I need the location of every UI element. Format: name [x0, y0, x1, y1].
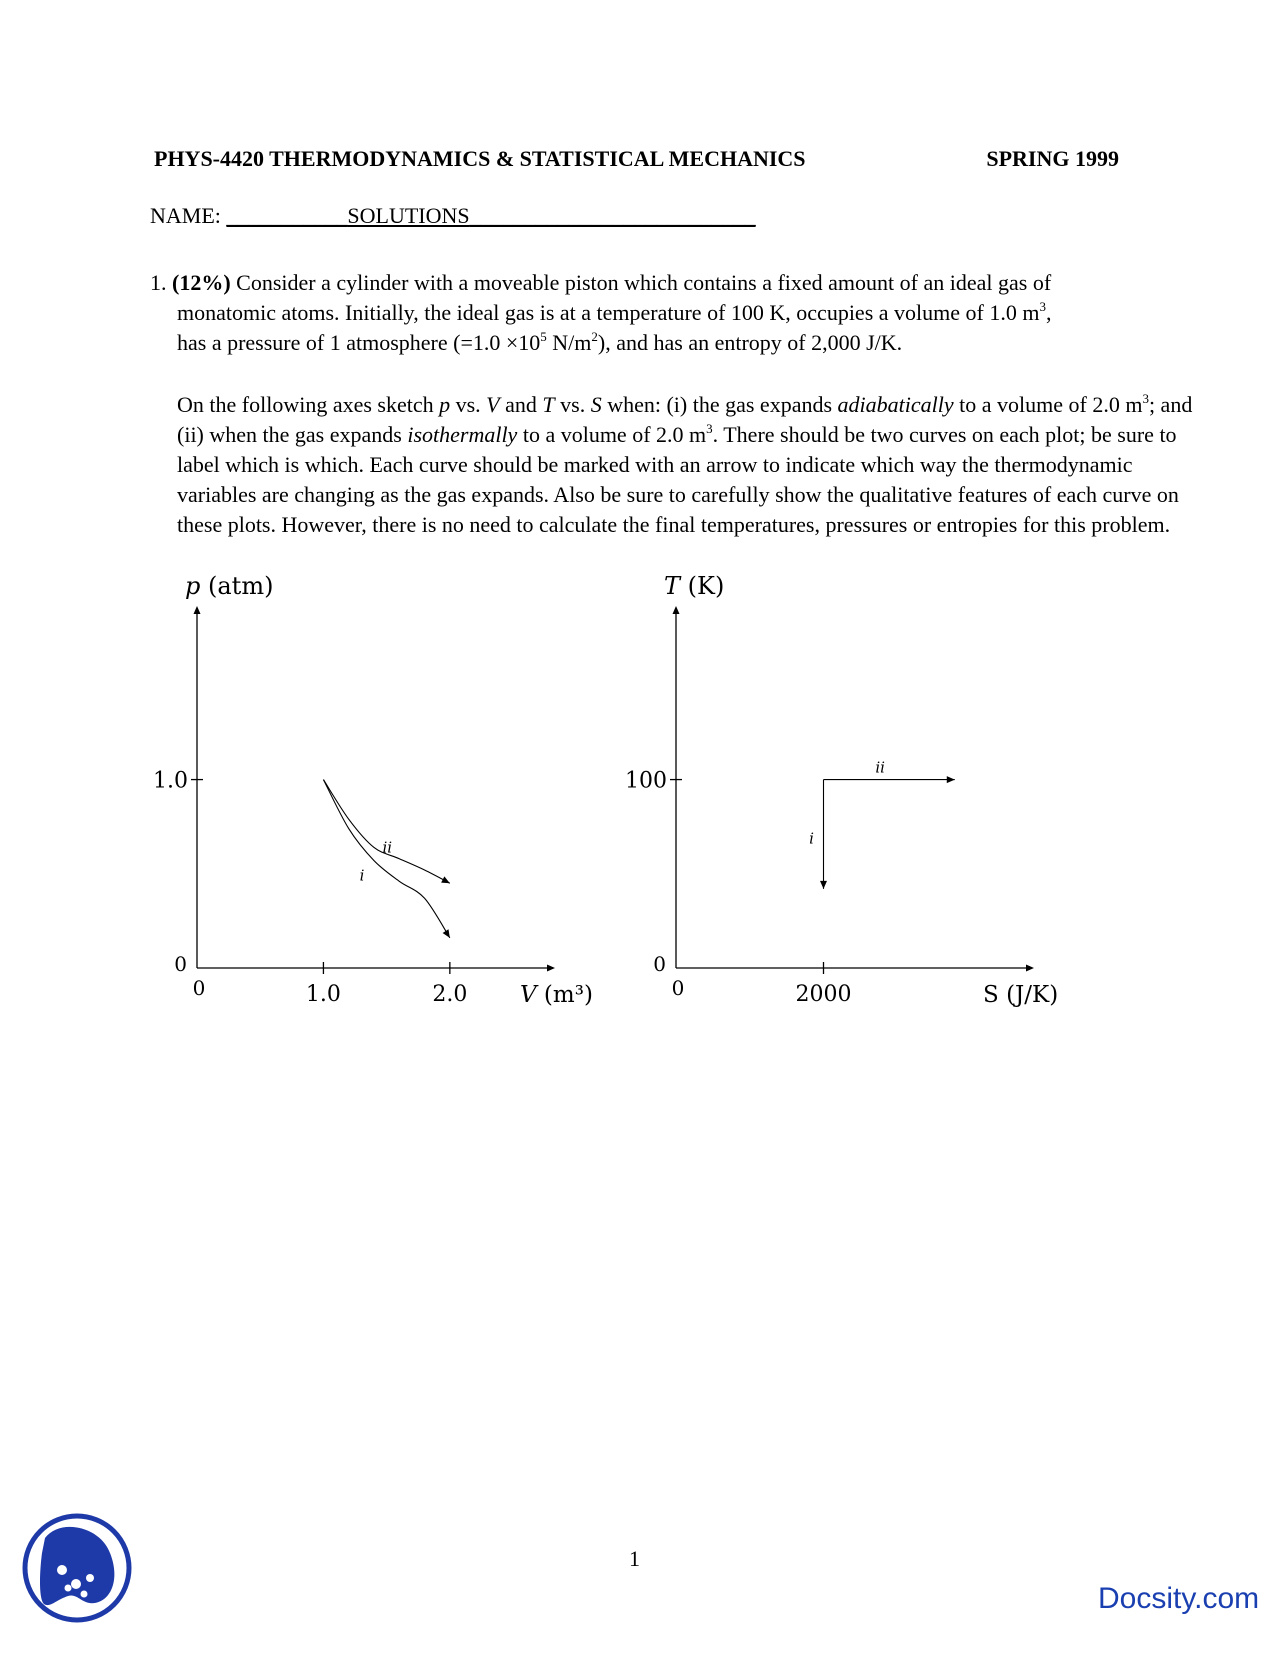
superscript: 5	[540, 329, 547, 344]
instr-text: to a volume of 2.0 m	[953, 392, 1143, 417]
question-1-line1	[150, 268, 1190, 298]
y-axis-unit: (K)	[680, 572, 725, 600]
term-label: SPRING 1999	[986, 146, 1119, 171]
y-origin-label: 0	[174, 952, 187, 976]
series-arrow-i	[443, 929, 450, 938]
instr-text: when: (i) the gas expands	[601, 392, 838, 417]
ts-plot	[625, 572, 1140, 1070]
series-label-i: i	[359, 866, 365, 885]
x-axis-label	[520, 982, 593, 1008]
instr-text: ; and (ii) when the gas expands	[177, 392, 1193, 447]
x-axis-unit: (m³)	[536, 982, 593, 1008]
x-axis-label: S (J/K)	[983, 982, 1059, 1008]
page-number: 1	[629, 1546, 640, 1571]
name-blank-after: __________________________	[469, 203, 756, 228]
name-label: NAME:	[150, 203, 221, 228]
instr-var-t: T	[542, 392, 555, 417]
series-arrow-ii	[947, 776, 955, 783]
course-title: PHYS-4420 THERMODYNAMICS & STATISTICAL MECHANICS	[154, 146, 806, 171]
x-tick-label: 2.0	[432, 982, 468, 1007]
y-tick-label: 100	[625, 768, 667, 794]
y-origin-label: 0	[653, 952, 666, 976]
docsity-logo-icon	[20, 1508, 134, 1628]
name-blank-before: ___________	[226, 203, 348, 228]
question-text-line1: Consider a cylinder with a moveable piston which contains a fixed amount of an ideal gas of	[236, 270, 1052, 295]
instr-text: On the following axes sketch	[177, 392, 440, 417]
question-text-line3a: has a pressure of 1 atmosphere (=1.0 ×10	[177, 330, 541, 355]
y-axis-variable: T	[664, 572, 681, 600]
name-field	[150, 203, 756, 229]
question-text-line3c: ), and has an entropy of 2,000 J/K.	[597, 330, 903, 355]
instr-text: . There should be two curves on each plot; be sure to label which is which. Each curve should be marked with an arrow to indicate which way the thermodynamic variables are changing as the gas expands. Also be sure to carefully show the qualitative features of each curve on these plots. However, there is no need to calculate the final temperatures, pressures or entropies for this problem.	[177, 422, 1179, 537]
x-origin-label: 0	[192, 976, 206, 1000]
punctuation: ,	[1045, 300, 1052, 325]
y-axis-label	[185, 572, 273, 600]
question-1-line3	[150, 328, 1190, 358]
instr-text: to a volume of 2.0 m	[517, 422, 707, 447]
question-text-line3b: N/m	[546, 330, 592, 355]
pv-plot	[140, 572, 660, 1070]
y-axis-unit: (atm)	[200, 572, 274, 600]
series-label-ii: ii	[875, 758, 885, 777]
x-axis-arrow	[547, 965, 555, 972]
docsity-watermark: Docsity.com	[1098, 1582, 1260, 1615]
series-label-ii: ii	[382, 838, 393, 857]
superscript: 3	[1039, 299, 1046, 314]
x-tick-label: 2000	[795, 982, 852, 1007]
series-label-i: i	[809, 829, 814, 848]
question-1-line2	[150, 298, 1190, 328]
y-axis-label	[664, 572, 724, 600]
x-axis-arrow	[1026, 965, 1034, 972]
question-1-intro	[150, 268, 1190, 358]
question-number: 1.	[150, 270, 167, 295]
series-arrow-i	[820, 881, 827, 889]
x-tick-label: 1.0	[305, 982, 341, 1007]
x-origin-label: 0	[671, 976, 685, 1000]
series-line-i	[323, 780, 449, 938]
instr-var-p: p	[439, 392, 451, 417]
instr-text: vs.	[450, 392, 487, 417]
y-axis-arrow	[194, 606, 201, 614]
superscript: 2	[591, 329, 598, 344]
superscript: 3	[706, 421, 713, 436]
y-axis-variable: p	[185, 572, 201, 600]
instr-text: vs.	[554, 392, 591, 417]
question-1-instructions	[177, 390, 1197, 540]
name-value: SOLUTIONS	[347, 203, 470, 228]
instr-var-s: S	[590, 392, 602, 417]
series-line-ii	[323, 780, 449, 884]
x-axis-variable: V	[520, 982, 537, 1008]
question-text-line2: monatomic atoms. Initially, the ideal gas is at a temperature of 100 K, occupies a volume of 1.0 m	[177, 300, 1040, 325]
y-axis-arrow	[673, 606, 680, 614]
question-weight: (12%)	[172, 270, 231, 295]
y-tick-label: 1.0	[153, 768, 188, 794]
superscript: 3	[1142, 391, 1149, 406]
instr-isothermal: isothermally	[407, 422, 518, 447]
instr-var-v: V	[486, 392, 500, 417]
instr-adiabatic: adiabatically	[837, 392, 954, 417]
instr-text: and	[499, 392, 543, 417]
